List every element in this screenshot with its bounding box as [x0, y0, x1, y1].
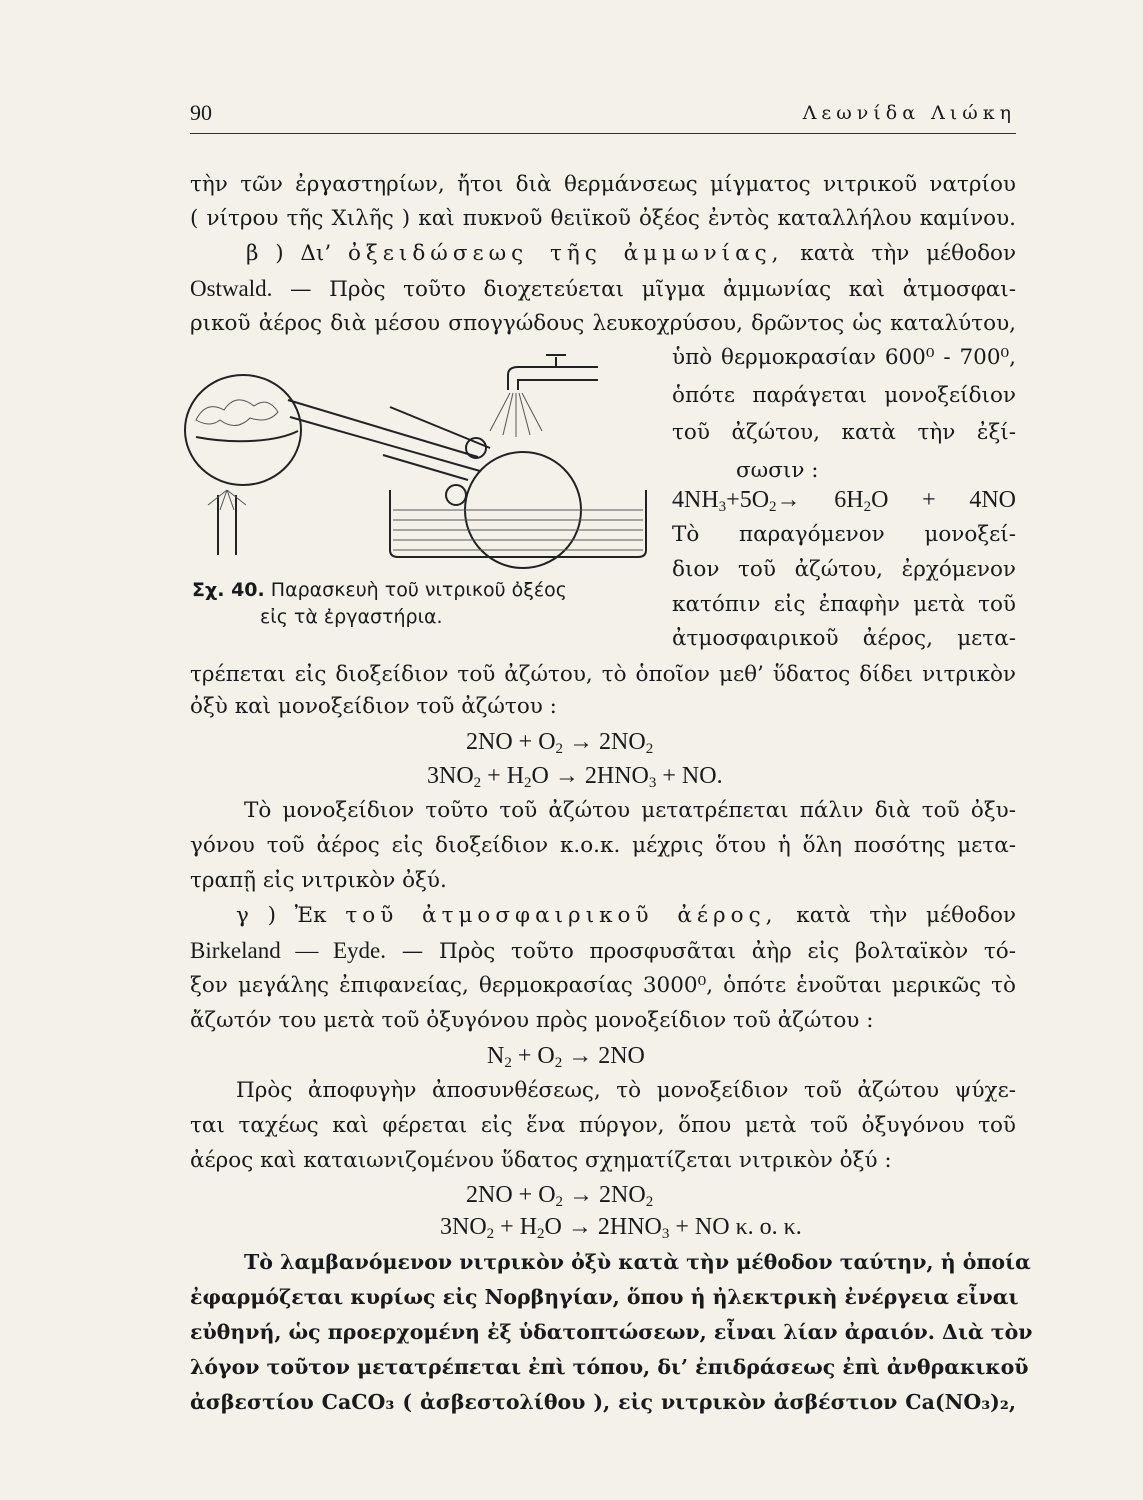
page-header: [190, 100, 1016, 134]
text-line: [190, 936, 1016, 967]
text-line: εὐθηνή, ὡς προερχομένη ἐξ ὑδατοπτώσεων, εἶναι λίαν ἀραιόν. Διὰ τὸν: [190, 1320, 1033, 1344]
text-line: σωσιν :: [736, 458, 819, 483]
text-line: ὑπὸ θερμοκρασίαν 600⁰ - 700⁰,: [672, 345, 1016, 370]
text-run: κατὰ τὴν μέθοδον: [800, 241, 1017, 266]
equation: $3NO_2 + H_2O \to 2HNO_3$ + NO κ. ο. κ.: [440, 1214, 802, 1242]
equation: $2NO + O_2 \to 2NO_2$: [466, 1182, 654, 1210]
method-name: Birkeland — Eyde.: [190, 938, 386, 963]
text-line: [236, 901, 1016, 931]
faucet-pipe: [508, 367, 598, 390]
glass-rod: [390, 407, 490, 448]
retort-contents: [196, 400, 278, 426]
text-line: Πρὸς ἀποφυγὴν ἀποσυνθέσεως, τὸ μονοξείδιον τοῦ ἀζώτου ψύχε-: [236, 1078, 1016, 1103]
equation: $N_2 + O_2 \to 2NO$: [487, 1043, 645, 1071]
caption-text: Παρασκευὴ τοῦ νιτρικοῦ ὀξέος: [270, 579, 567, 601]
text-run: — Πρὸς τοῦτο προσφυσᾶται ἀὴρ εἰς βολταϊκὸν τό-: [401, 939, 1016, 964]
method-name: Ostwald.: [190, 276, 273, 301]
text-line: τὴν τῶν ἐργαστηρίων, ἤτοι διὰ θερμάνσεως μίγματος νιτρικοῦ νατρίου: [190, 172, 1016, 197]
equation: $2NO + O_2 \to 2NO_2$: [466, 729, 654, 757]
retort-liquid-level: [196, 431, 298, 441]
faucet-pipe: [518, 380, 598, 390]
page-number: 90: [190, 100, 212, 125]
text-line: τοῦ ἀζώτου, κατὰ τὴν ἐξί-: [672, 420, 1016, 445]
text-line: ἄζωτόν του μετὰ τοῦ ὀξυγόνου πρὸς μονοξείδιον τοῦ ἀζώτου :: [190, 1008, 874, 1033]
text-line: τραπῇ εἰς νιτρικὸν ὀξύ.: [190, 868, 447, 893]
spray-line: [503, 393, 513, 435]
text-line: γόνου τοῦ ἀέρος εἰς διοξείδιον κ.ο.κ. μέχρις ὅτου ἡ ὅλη ποσότης μετα-: [190, 833, 1016, 858]
spaced-heading: ὀξειδώσεως τῆς ἀμμωνίας,: [347, 241, 784, 266]
header-rule: [190, 133, 1016, 134]
spaced-heading: τοῦ ἀτμοσφαιρικοῦ ἀέρος,: [345, 903, 778, 928]
retort-neck: [288, 400, 480, 471]
spray-line: [519, 393, 530, 435]
text-line: ἀσβεστίου CaCO₃ ( ἀσβεστολίθου ), εἰς νιτρικὸν ἀσβέστιον Ca(NO₃)₂,: [190, 1390, 1016, 1414]
running-head: Λεωνίδα Λιώκη: [802, 102, 1016, 124]
figure-caption: [192, 577, 567, 603]
text-line: διον τοῦ ἀζώτου, ἐρχόμενον: [672, 557, 1016, 582]
faucet-valve: [546, 355, 566, 367]
stopper-ball: [466, 438, 486, 458]
text-line: Τὸ παραγόμενον μονοξεί-: [672, 522, 1016, 547]
equation: $3NO_2 + H_2O \to 2HNO_3$ + NO.: [427, 763, 723, 791]
text-line: ἀέρος καὶ καταιωνιζομένου ὕδατος σχηματίζεται νιτρικὸν ὀξύ :: [190, 1148, 892, 1173]
text-line: [246, 239, 1016, 269]
text-run: — Πρὸς τοῦτο διοχετεύεται μῖγμα ἀμμωνίας καὶ ἀτμοσφαι-: [290, 277, 1016, 302]
text-line: ται ταχέως καὶ φέρεται εἰς ἕνα πύργον, ὅπου μετὰ τοῦ ὀξυγόνου τοῦ: [190, 1113, 1016, 1138]
text-line: τρέπεται εἰς διοξείδιον τοῦ ἀζώτου, τὸ ὁποῖον μεθ’ ὕδατος δίδει νιτρικὸν: [190, 662, 1016, 687]
text-line: ἐφαρμόζεται κυρίως εἰς Νορβηγίαν, ὅπου ἡ ἠλεκτρικὴ ἐνέργεια εἶναι: [190, 1285, 1019, 1309]
stopper-ball: [446, 485, 466, 505]
figure-caption-line2: εἰς τὰ ἐργαστήρια.: [260, 606, 443, 628]
text-line: ὀξὺ καὶ μονοξείδιον τοῦ ἀζώτου :: [190, 694, 557, 719]
glass-rod: [383, 455, 468, 480]
text-line: ἀτμοσφαιρικοῦ ἀέρος, μετα-: [672, 626, 1016, 651]
text-line: λόγον τοῦτον μετατρέπεται ἐπὶ τόπου, δι’ ἐπιδράσεως ἐπὶ ἀνθρακικοῦ: [190, 1355, 1029, 1379]
text-line: κατόπιν εἰς ἐπαφὴν μετὰ τοῦ: [672, 592, 1016, 617]
figure-label: Σχ. 40.: [192, 579, 265, 601]
text-line: [190, 274, 1016, 305]
text-line: Τὸ μονοξείδιον τοῦτο τοῦ ἀζώτου μετατρέπεται πάλιν διὰ τοῦ ὀξυ-: [244, 798, 1016, 823]
text-line: ( νίτρου τῆς Χιλῆς ) καὶ πυκνοῦ θειϊκοῦ ὀξέος ἐντὸς καταλλήλου καμίνου.: [190, 206, 1016, 231]
equation-ammonia-oxidation: $4NH_3+5O_2\to 6H_2O + 4NO$: [672, 487, 1016, 515]
text-line: ξον μεγάλης ἐπιφανείας, θερμοκρασίας 3000⁰, ὁπότε ἑνοῦται μερικῶς τὸ: [190, 973, 1016, 998]
apparatus-illustration: [178, 345, 648, 585]
text-line: ρικοῦ ἀέρος διὰ μέσου σπογγώδους λευκοχρύσου, δρῶντος ὡς καταλύτου,: [190, 311, 1016, 336]
spray-line: [490, 393, 510, 431]
text-run: κατὰ τὴν μέθοδον: [796, 903, 1016, 928]
apparatus-figure: [178, 345, 648, 585]
water-trough: [390, 490, 646, 557]
spray-line: [522, 393, 542, 431]
text-line: ὁπότε παράγεται μονοξείδιον: [672, 383, 1016, 408]
retort-bulb: [185, 375, 301, 485]
list-marker: β ) Δι’: [246, 241, 332, 266]
text-line: Τὸ λαμβανόμενον νιτρικὸν ὀξὺ κατὰ τὴν μέθοδον ταύτην, ἡ ὁποία: [244, 1250, 1031, 1274]
list-marker: γ ) Ἐκ: [236, 903, 327, 928]
